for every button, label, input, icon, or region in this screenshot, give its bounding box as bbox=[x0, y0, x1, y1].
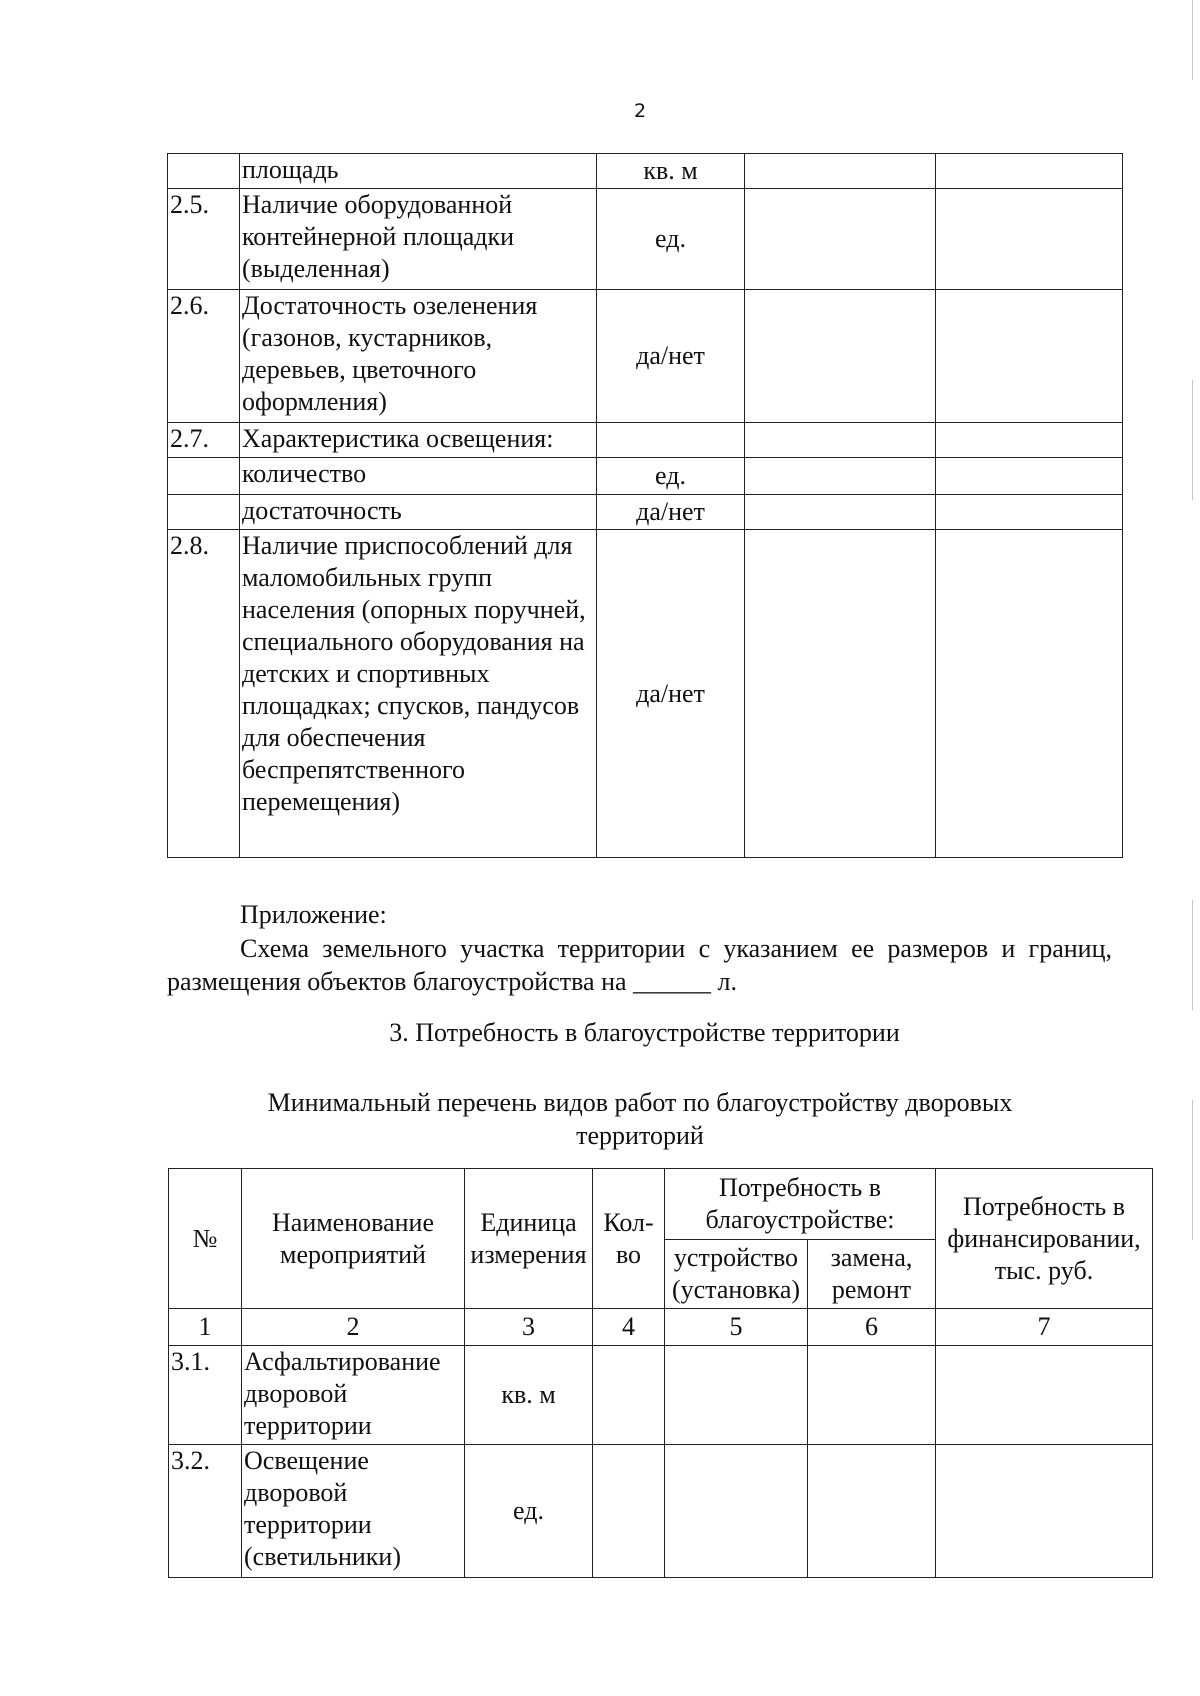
empty-cell bbox=[936, 290, 1123, 423]
empty-cell bbox=[936, 530, 1123, 858]
row-name: количество bbox=[240, 458, 597, 495]
row-name: Характеристика освещения: bbox=[240, 423, 597, 458]
empty-cell bbox=[936, 154, 1123, 189]
empty-cell bbox=[936, 458, 1123, 495]
row-name: Освещение дворовой территории (светильники) bbox=[242, 1445, 465, 1578]
column-number: 7 bbox=[936, 1309, 1153, 1346]
column-number: 2 bbox=[242, 1309, 465, 1346]
row-number: 3.2. bbox=[169, 1445, 242, 1578]
row-unit: ед. bbox=[597, 189, 745, 290]
empty-cell bbox=[745, 423, 936, 458]
row-name: Достаточность озеленения (газонов, кустарников, деревьев, цветочного оформления) bbox=[240, 290, 597, 423]
characteristics-table bbox=[167, 153, 1123, 858]
scan-edge-mark bbox=[1192, 380, 1193, 500]
empty-cell bbox=[593, 1346, 665, 1445]
row-name: Наличие оборудованной контейнерной площадки (выделенная) bbox=[240, 189, 597, 290]
empty-cell bbox=[808, 1445, 936, 1578]
header-unit: Единица измерения bbox=[465, 1169, 593, 1309]
table-row bbox=[169, 1445, 1153, 1578]
header-name: Наименование мероприятий bbox=[242, 1169, 465, 1309]
row-number bbox=[168, 154, 240, 189]
empty-cell bbox=[665, 1346, 808, 1445]
row-unit: ед. bbox=[597, 458, 745, 495]
row-name: площадь bbox=[240, 154, 597, 189]
header-install: устройство (установка) bbox=[665, 1240, 808, 1309]
empty-cell bbox=[808, 1346, 936, 1445]
page-number: 2 bbox=[633, 100, 647, 122]
table-row bbox=[168, 154, 1123, 189]
empty-cell bbox=[936, 189, 1123, 290]
column-number: 3 bbox=[465, 1309, 593, 1346]
scan-edge-mark bbox=[1192, 900, 1193, 1010]
row-unit: да/нет bbox=[597, 530, 745, 858]
column-number: 5 bbox=[665, 1309, 808, 1346]
works-table bbox=[168, 1168, 1153, 1578]
row-number: 2.6. bbox=[168, 290, 240, 423]
row-number: 2.5. bbox=[168, 189, 240, 290]
column-number: 1 bbox=[169, 1309, 242, 1346]
header-num: № bbox=[169, 1169, 242, 1309]
column-number: 6 bbox=[808, 1309, 936, 1346]
row-number: 2.8. bbox=[168, 530, 240, 858]
empty-cell bbox=[745, 154, 936, 189]
empty-cell bbox=[936, 1445, 1153, 1578]
row-unit bbox=[597, 423, 745, 458]
table-row bbox=[168, 495, 1123, 530]
empty-cell bbox=[593, 1445, 665, 1578]
scan-edge-mark bbox=[1192, 0, 1193, 80]
list-title: Минимальный перечень видов работ по благоустройству дворовых территорий bbox=[267, 1088, 1013, 1150]
empty-cell bbox=[745, 530, 936, 858]
table-row bbox=[168, 458, 1123, 495]
appendix-title: Приложение: bbox=[240, 900, 387, 929]
empty-cell bbox=[745, 290, 936, 423]
header-need: Потребность в благоустройстве: bbox=[665, 1169, 936, 1240]
row-name: Наличие приспособлений для маломобильных групп населения (опорных поручней, специального оборудования на детских и спортивных площадках; спусков, пандусов для обеспечения беспрепятственного перемещения) bbox=[240, 530, 597, 858]
row-name: Асфальтирование дворовой территории bbox=[242, 1346, 465, 1445]
table-row bbox=[168, 423, 1123, 458]
column-number-row bbox=[169, 1309, 1153, 1346]
table-row bbox=[169, 1346, 1153, 1445]
row-unit: да/нет bbox=[597, 495, 745, 530]
row-number: 3.1. bbox=[169, 1346, 242, 1445]
section-title: 3. Потребность в благоустройстве территории bbox=[389, 1018, 900, 1047]
empty-cell bbox=[936, 423, 1123, 458]
row-unit: да/нет bbox=[597, 290, 745, 423]
empty-cell bbox=[745, 495, 936, 530]
row-number bbox=[168, 458, 240, 495]
row-number: 2.7. bbox=[168, 423, 240, 458]
scan-edge-mark bbox=[1192, 1100, 1193, 1240]
header-finance: Потребность в финансировании, тыс. руб. bbox=[936, 1169, 1153, 1309]
empty-cell bbox=[745, 189, 936, 290]
empty-cell bbox=[745, 458, 936, 495]
row-unit: кв. м bbox=[465, 1346, 593, 1445]
appendix-text: Схема земельного участка территории с указанием ее размеров и границ, размещения объектов благоустройства на ______ л. bbox=[167, 934, 1112, 996]
header-replace: замена, ремонт bbox=[808, 1240, 936, 1309]
header-qty: Кол-во bbox=[593, 1169, 665, 1309]
table-row bbox=[168, 530, 1123, 858]
empty-cell bbox=[665, 1445, 808, 1578]
column-number: 4 bbox=[593, 1309, 665, 1346]
header-row bbox=[169, 1169, 1153, 1240]
row-unit: кв. м bbox=[597, 154, 745, 189]
row-unit: ед. bbox=[465, 1445, 593, 1578]
table-row bbox=[168, 290, 1123, 423]
table-row bbox=[168, 189, 1123, 290]
row-name: достаточность bbox=[240, 495, 597, 530]
empty-cell bbox=[936, 495, 1123, 530]
empty-cell bbox=[936, 1346, 1153, 1445]
row-number bbox=[168, 495, 240, 530]
